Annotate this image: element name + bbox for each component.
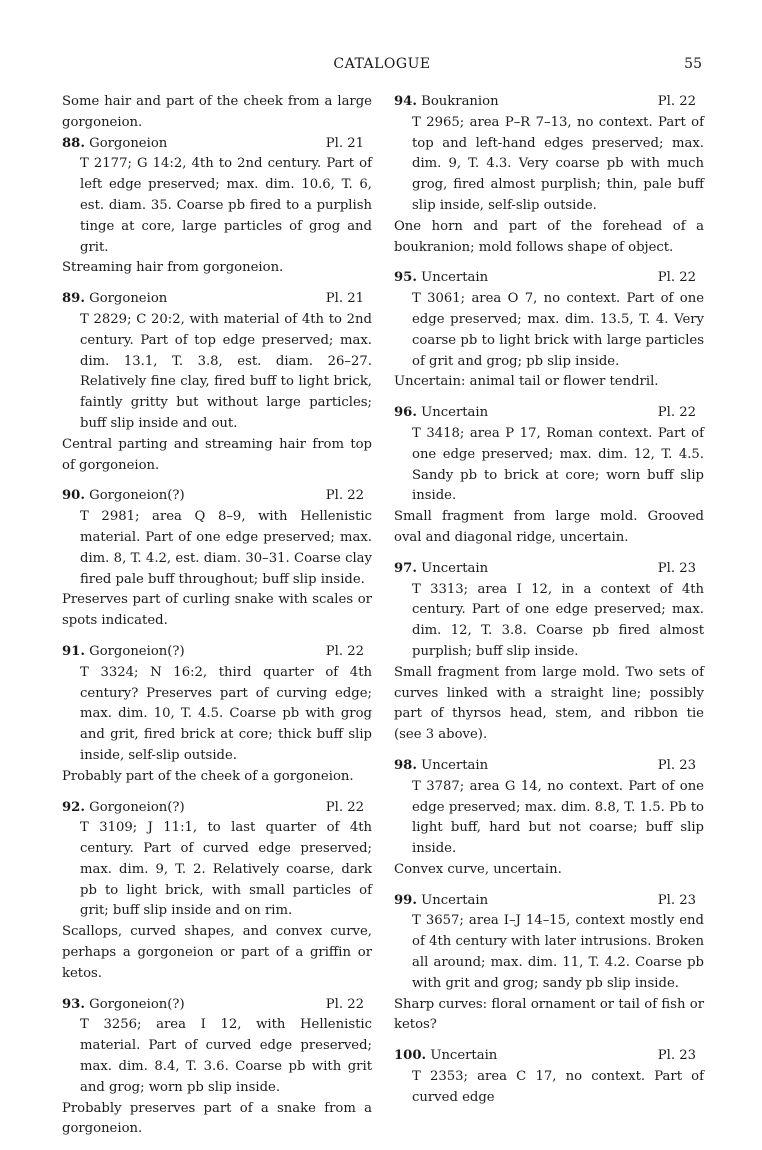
entry-note: Streaming hair from gorgoneion.	[62, 260, 284, 276]
catalogue-entry	[394, 891, 704, 1037]
catalogue-entry	[394, 559, 704, 746]
catalogue-entry	[62, 486, 372, 632]
page-number: 55	[684, 56, 702, 72]
entry-number: 88.	[62, 135, 85, 151]
entry-heading	[62, 995, 372, 1016]
entry-note: One horn and part of the forehead of a boukranion; mold follows shape of object.	[394, 218, 704, 255]
entry-number: 93.	[62, 996, 85, 1012]
catalogue-entry	[62, 289, 372, 476]
plate-reference: Pl. 23	[657, 892, 696, 908]
entry-description: T 2177; G 14:2, 4th to 2nd century. Part of left edge preserved; max. dim. 10.6, T. 6, est. diam. 35. Coarse pb fired to a purplish tinge at core, large particles of grog and grit.	[80, 156, 372, 255]
entry-note: Uncertain: animal tail or flower tendril.	[394, 374, 659, 390]
entry-title: Uncertain	[421, 405, 489, 421]
entry-title: Boukranion	[421, 94, 499, 109]
entry-number: 92.	[62, 799, 85, 815]
entry-heading	[394, 268, 704, 289]
entry-title: Uncertain	[421, 892, 489, 908]
entry-description: T 3324; N 16:2, third quarter of 4th century? Preserves part of curving edge; max. dim. 10, T. 4.5. Coarse pb with grog and grit, fired brick at core; thick buff slip inside, self-slip outside.	[80, 664, 372, 763]
entry-number: 94.	[394, 94, 417, 109]
entry-number: 91.	[62, 643, 85, 659]
entry-note: Probably part of the cheek of a gorgoneion.	[62, 768, 354, 784]
entry-title: Uncertain	[430, 1048, 498, 1064]
plate-reference: Pl. 22	[657, 94, 696, 109]
entry-title: Gorgoneion	[89, 291, 168, 307]
entry-title: Gorgoneion(?)	[89, 996, 185, 1012]
entry-title: Uncertain	[421, 270, 489, 286]
page-header	[62, 56, 702, 76]
entry-title: Gorgoneion(?)	[89, 643, 185, 659]
entry-description: T 3787; area G 14, no context. Part of one edge preserved; max. dim. 8.8, T. 1.5. Pb to light buff, hard but not coarse; buff slip inside.	[412, 778, 704, 857]
plate-reference: Pl. 23	[657, 1048, 696, 1064]
entry-number: 95.	[394, 270, 417, 286]
entry-heading	[394, 559, 704, 580]
plate-reference: Pl. 21	[325, 135, 364, 151]
plate-reference: Pl. 23	[657, 757, 696, 773]
plate-reference: Pl. 21	[325, 291, 364, 307]
plate-reference: Pl. 22	[325, 996, 364, 1012]
catalogue-entry	[394, 403, 704, 549]
continued-note: Some hair and part of the cheek from a large gorgoneion.	[62, 94, 372, 130]
catalogue-entry	[394, 268, 704, 393]
entry-description: T 3061; area O 7, no context. Part of one edge preserved; max. dim. 13.5, T. 4. Very coarse pb to light brick with large particles of grit and grog; pb slip inside.	[412, 291, 704, 369]
left-column	[62, 92, 372, 1150]
entry-description: T 2981; area Q 8–9, with Hellenistic material. Part of one edge preserved; max. dim. 8, T. 4.2, est. diam. 30–31. Coarse clay fired pale buff throughout; buff slip inside.	[80, 509, 372, 587]
catalogue-entry	[394, 756, 704, 881]
entry-description: T 2353; area C 17, no context. Part of curved edge	[412, 1069, 704, 1105]
entry-heading	[62, 134, 372, 155]
entry-heading	[62, 289, 372, 310]
entry-note: Scallops, curved shapes, and convex curve, perhaps a gorgoneion or part of a griffin or ketos.	[62, 924, 372, 981]
entry-number: 99.	[394, 892, 417, 908]
catalogue-entry	[62, 798, 372, 985]
entry-heading	[394, 1046, 704, 1067]
entry-description: T 2965; area P–R 7–13, no context. Part of top and left-hand edges preserved; max. dim. 9, T. 4.3. Very coarse pb with much grog, fired almost purplish; thin, pale buff slip inside, self-slip outside.	[412, 114, 704, 213]
entry-title: Gorgoneion(?)	[89, 488, 185, 504]
entry-number: 97.	[394, 560, 417, 576]
catalogue-entry	[62, 642, 372, 788]
entry-number: 90.	[62, 488, 85, 504]
entry-description: T 3313; area I 12, in a context of 4th century. Part of one edge preserved; max. dim. 12, T. 3.8. Coarse pb fired almost purplish; buff slip inside.	[412, 581, 704, 659]
catalogue-entry	[62, 995, 372, 1141]
entry-note: Convex curve, uncertain.	[394, 861, 562, 877]
entry-number: 96.	[394, 405, 417, 421]
plate-reference: Pl. 22	[325, 799, 364, 815]
catalogue-entry	[394, 1046, 704, 1108]
entry-title: Uncertain	[421, 757, 489, 773]
entry-note: Preserves part of curling snake with scales or spots indicated.	[62, 592, 372, 629]
plate-reference: Pl. 22	[325, 488, 364, 504]
plate-reference: Pl. 23	[657, 560, 696, 576]
entry-heading	[394, 403, 704, 424]
entry-heading	[62, 798, 372, 819]
entry-note: Small fragment from large mold. Two sets of curves linked with a straight line; possibly part of thyrsos head, stem, and ribbon tie (see 3 above).	[394, 664, 704, 743]
entry-description: T 3418; area P 17, Roman context. Part of one edge preserved; max. dim. 12, T. 4.5. Sandy pb to brick at core; worn buff slip inside.	[412, 425, 704, 504]
catalogue-entry	[394, 92, 704, 258]
entry-heading	[62, 642, 372, 663]
entry-title: Uncertain	[421, 560, 489, 576]
entry-title: Gorgoneion(?)	[89, 799, 185, 815]
entry-number: 89.	[62, 291, 85, 307]
plate-reference: Pl. 22	[657, 405, 696, 421]
entry-note: Sharp curves: floral ornament or tail of fish or ketos?	[394, 996, 704, 1033]
entry-note: Probably preserves part of a snake from a gorgoneion.	[62, 1100, 372, 1137]
entry-number: 98.	[394, 757, 417, 773]
entry-heading	[62, 486, 372, 507]
plate-reference: Pl. 22	[325, 643, 364, 659]
right-column	[394, 92, 704, 1119]
entry-note: Central parting and streaming hair from top of gorgoneion.	[62, 436, 372, 473]
running-title: CATALOGUE	[333, 56, 431, 72]
entry-description: T 3256; area I 12, with Hellenistic material. Part of curved edge preserved; max. dim. 8.4, T. 3.6. Coarse pb with grit and grog; worn pb slip inside.	[80, 1017, 372, 1095]
entry-number: 100.	[394, 1048, 427, 1064]
entry-description: T 3657; area I–J 14–15, context mostly end of 4th century with later intrusions. Broken all around; max. dim. 11, T. 4.2. Coarse pb with grit and grog; sandy pb slip inside.	[412, 913, 704, 991]
entry-title: Gorgoneion	[89, 135, 168, 151]
entry-note: Small fragment from large mold. Grooved oval and diagonal ridge, uncertain.	[394, 509, 704, 545]
plate-reference: Pl. 22	[657, 270, 696, 286]
entry-description: T 3109; J 11:1, to last quarter of 4th century. Part of curved edge preserved; max. dim. 9, T. 2. Relatively coarse, dark pb to light brick, with small particles of grit; buff slip inside and on rim.	[80, 820, 372, 919]
catalogue-entry	[62, 134, 372, 280]
entry-description: T 2829; C 20:2, with material of 4th to 2nd century. Part of top edge preserved; max. dim. 13.1, T. 3.8, est. diam. 26–27. Relatively fine clay, fired buff to light brick, faintly gritty but without large particles; buff slip inside and out.	[80, 311, 372, 431]
entry-heading	[394, 92, 704, 113]
entry-heading	[394, 891, 704, 912]
entry-heading	[394, 756, 704, 777]
